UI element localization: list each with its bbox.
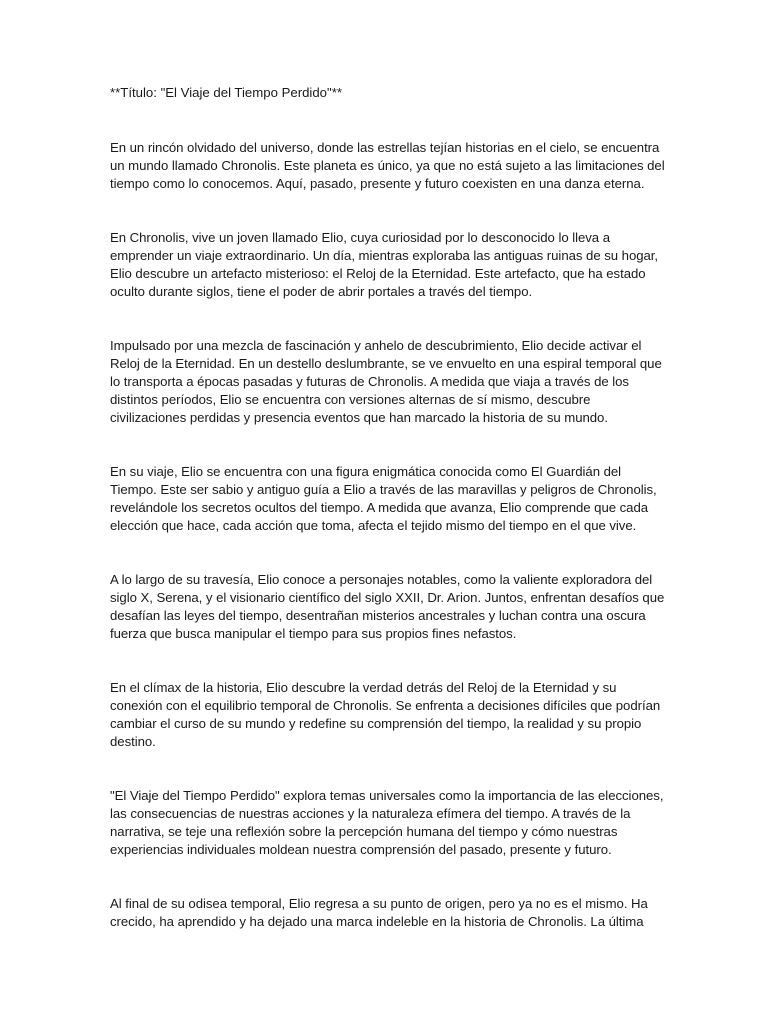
paragraph-line: oculto durante siglos, tiene el poder de abrir portales a través del tiempo. — [110, 284, 533, 299]
paragraph-line: crecido, ha aprendido y ha dejado una marca indeleble en la historia de Chronolis. La última — [110, 914, 644, 929]
paragraph-line: elección que hace, cada acción que toma, afecta el tejido mismo del tiempo en el que vive. — [110, 518, 637, 533]
paragraph-line: un mundo llamado Chronolis. Este planeta es único, ya que no está sujeto a las limitaciones del — [110, 158, 665, 173]
document-title: **Título: "El Viaje del Tiempo Perdido"** — [110, 85, 342, 100]
paragraph-line: En su viaje, Elio se encuentra con una figura enigmática conocida como El Guardián del — [110, 464, 622, 479]
paragraph-line: lo transporta a épocas pasadas y futuras de Chronolis. A medida que viaja a través de los — [110, 374, 629, 389]
paragraph-line: civilizaciones perdidas y presencia eventos que han marcado la historia de su mundo. — [110, 410, 608, 425]
paragraph-line: destino. — [110, 734, 156, 749]
paragraph-line: emprender un viaje extraordinario. Un día, mientras exploraba las antiguas ruinas de su hogar, — [110, 248, 659, 263]
paragraph — [110, 229, 660, 301]
paragraph-line: En Chronolis, vive un joven llamado Elio, cuya curiosidad por lo desconocido lo lleva a — [110, 230, 610, 245]
paragraph-line: tiempo como lo conocemos. Aquí, pasado, presente y futuro coexisten en una danza eterna. — [110, 176, 645, 191]
paragraph-line: cambiar el curso de su mundo y redefine su comprensión del tiempo, la realidad y su propio — [110, 716, 642, 731]
paragraph — [110, 787, 664, 859]
paragraph-line: "El Viaje del Tiempo Perdido" explora temas universales como la importancia de las elecciones, — [110, 788, 664, 803]
paragraph-line: En el clímax de la historia, Elio descubre la verdad detrás del Reloj de la Eternidad y su — [110, 680, 617, 695]
paragraph-line: Al final de su odisea temporal, Elio regresa a su punto de origen, pero ya no es el mismo. Ha — [110, 896, 648, 911]
paragraph-line: las consecuencias de nuestras acciones y la naturaleza efímera del tiempo. A través de la — [110, 806, 631, 821]
paragraph — [110, 463, 660, 535]
paragraph — [110, 571, 665, 643]
paragraph — [110, 895, 660, 931]
document-page — [110, 84, 665, 967]
paragraph-line: fuerza que busca manipular el tiempo para sus propios fines nefastos. — [110, 626, 517, 641]
paragraph-line: Impulsado por una mezcla de fascinación y anhelo de descubrimiento, Elio decide activar el — [110, 338, 642, 353]
paragraph-line: distintos períodos, Elio se encuentra con versiones alternas de sí mismo, descubre — [110, 392, 591, 407]
paragraph-line: A lo largo de su travesía, Elio conoce a personajes notables, como la valiente exploradora del — [110, 572, 653, 587]
paragraph-line: experiencias individuales moldean nuestra comprensión del pasado, presente y futuro. — [110, 842, 612, 857]
paragraph-line: Elio descubre un artefacto misterioso: el Reloj de la Eternidad. Este artefacto, que ha estado — [110, 266, 646, 281]
paragraph-line: narrativa, se teje una reflexión sobre la percepción humana del tiempo y cómo nuestras — [110, 824, 618, 839]
paragraph-line: En un rincón olvidado del universo, donde las estrellas tejían historias en el cielo, se encuentra — [110, 140, 660, 155]
paragraph-line: Tiempo. Este ser sabio y antiguo guía a Elio a través de las maravillas y peligros de Chronolis, — [110, 482, 657, 497]
paragraph-line: desafían las leyes del tiempo, desentrañan misterios ancestrales y luchan contra una oscura — [110, 608, 646, 623]
paragraph-line: Reloj de la Eternidad. En un destello deslumbrante, se ve envuelto en una espiral temporal que — [110, 356, 662, 371]
paragraph-line: conexión con el equilibrio temporal de Chronolis. Se enfrenta a decisiones difíciles que podrían — [110, 698, 661, 713]
document-body — [110, 139, 665, 931]
paragraph — [110, 139, 665, 193]
paragraph — [110, 679, 660, 751]
paragraph-line: revelándole los secretos ocultos del tiempo. A medida que avanza, Elio comprende que cada — [110, 500, 649, 515]
paragraph — [110, 337, 660, 427]
paragraph-line: siglo X, Serena, y el visionario científico del siglo XXII, Dr. Arion. Juntos, enfrentan desafíos que — [110, 590, 665, 605]
